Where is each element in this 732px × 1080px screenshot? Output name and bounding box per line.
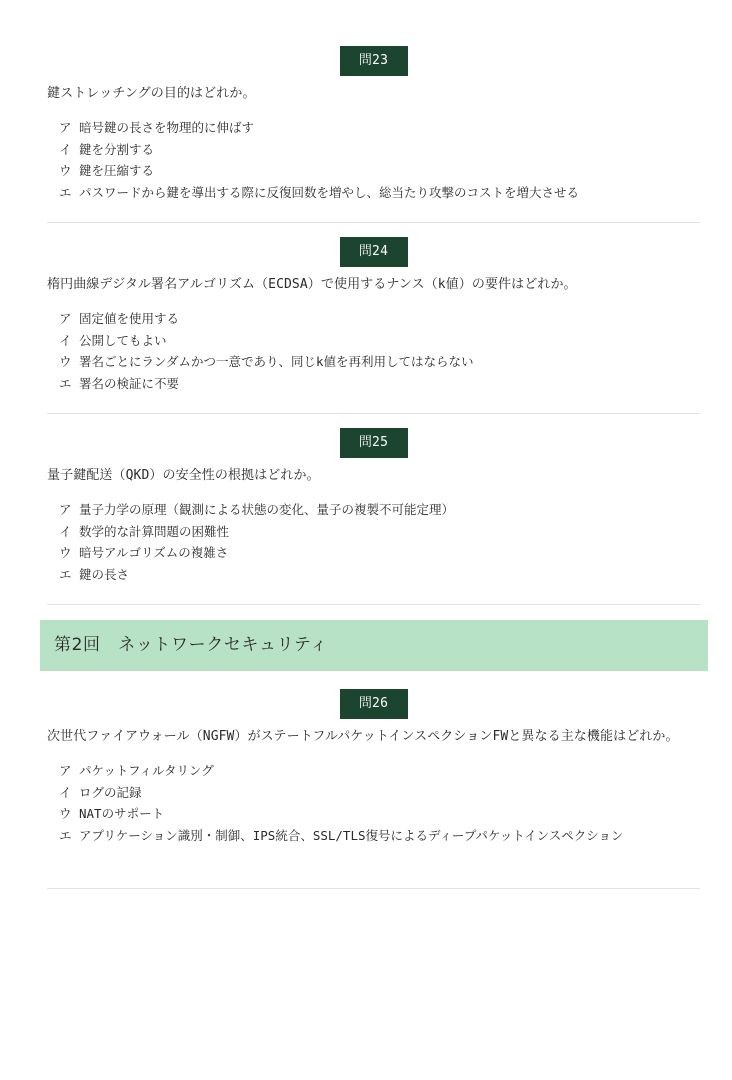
question-text: 量子鍵配送（QKD）の安全性の根拠はどれか。 — [47, 468, 320, 483]
question-block — [47, 428, 700, 585]
choice-mark: ウ — [59, 806, 72, 821]
choice-text: 署名ごとにランダムかつ一意であり、同じk値を再利用してはならない — [79, 354, 474, 369]
choice-item — [59, 825, 700, 847]
choice-mark: ア — [59, 120, 72, 135]
choice-item — [59, 521, 700, 543]
choice-text: 量子力学の原理（観測による状態の変化、量子の複製不可能定理） — [79, 502, 455, 517]
choice-item — [59, 373, 700, 395]
choice-item — [59, 182, 700, 204]
choice-item — [59, 139, 700, 161]
choice-mark: ウ — [59, 545, 72, 560]
choice-mark: ウ — [59, 354, 72, 369]
choice-mark: エ — [59, 566, 72, 582]
choice-mark: エ — [59, 375, 72, 391]
choice-list — [47, 499, 700, 585]
choice-mark: ア — [59, 502, 72, 517]
choice-list — [47, 117, 700, 203]
choice-item — [59, 564, 700, 586]
question-text: 鍵ストレッチングの目的はどれか。 — [47, 86, 256, 101]
choice-text: 鍵を圧縮する — [79, 163, 155, 178]
question-number-badge: 問23 — [340, 46, 408, 76]
choice-text: ログの記録 — [79, 784, 142, 800]
choice-item — [59, 351, 700, 373]
choice-mark: ア — [59, 763, 72, 778]
choice-text: パスワードから鍵を導出する際に反復回数を増やし、総当たり攻撃のコストを増大させる — [79, 184, 580, 200]
choice-item — [59, 760, 700, 782]
choice-text: 固定値を使用する — [79, 311, 180, 326]
choice-item — [59, 160, 700, 182]
choice-item — [59, 782, 700, 804]
choice-item — [59, 308, 700, 330]
choice-mark: イ — [59, 523, 72, 539]
divider — [47, 413, 700, 414]
choice-text: アプリケーション識別・制御、IPS統合、SSL/TLS復号によるディープパケットインスペクション — [79, 827, 624, 843]
choice-text: 署名の検証に不要 — [79, 375, 180, 391]
choice-item — [59, 499, 700, 521]
choice-item — [59, 542, 700, 564]
choice-text: 鍵を分割する — [79, 141, 155, 157]
choice-item — [59, 330, 700, 352]
choice-text: パケットフィルタリング — [79, 763, 214, 778]
choice-mark: イ — [59, 332, 72, 348]
question-text: 次世代ファイアウォール（NGFW）がステートフルパケットインスペクションFWと異なる主な機能はどれか。 — [47, 729, 679, 744]
choice-mark: エ — [59, 827, 72, 843]
section-header — [40, 620, 708, 671]
question-block — [47, 237, 700, 394]
choice-mark: ウ — [59, 163, 72, 178]
choice-text: 暗号アルゴリズムの複雑さ — [79, 545, 229, 560]
question-number-badge: 問24 — [340, 237, 408, 267]
choice-mark: エ — [59, 184, 72, 200]
choice-item — [59, 803, 700, 825]
question-number-badge: 問26 — [340, 689, 408, 719]
choice-text: 暗号鍵の長さを物理的に伸ばす — [79, 120, 255, 135]
choice-item — [59, 117, 700, 139]
choice-text: 鍵の長さ — [79, 566, 130, 582]
choice-text: 数学的な計算問題の困難性 — [79, 523, 230, 539]
question-block — [47, 689, 700, 846]
choice-text: 公開してもよい — [79, 332, 167, 348]
choice-mark: ア — [59, 311, 72, 326]
question-text: 楕円曲線デジタル署名アルゴリズム（ECDSA）で使用するナンス（k値）の要件はどれか。 — [47, 277, 577, 292]
question-block — [47, 46, 700, 203]
divider — [47, 888, 700, 889]
divider — [47, 222, 700, 223]
divider — [47, 604, 700, 605]
section-title: 第2回 ネットワークセキュリティ — [54, 635, 328, 655]
choice-text: NATのサポート — [79, 806, 165, 821]
choice-list — [47, 308, 700, 394]
choice-list — [47, 760, 700, 846]
choice-mark: イ — [59, 784, 72, 800]
question-number-badge: 問25 — [340, 428, 408, 458]
choice-mark: イ — [59, 141, 72, 157]
